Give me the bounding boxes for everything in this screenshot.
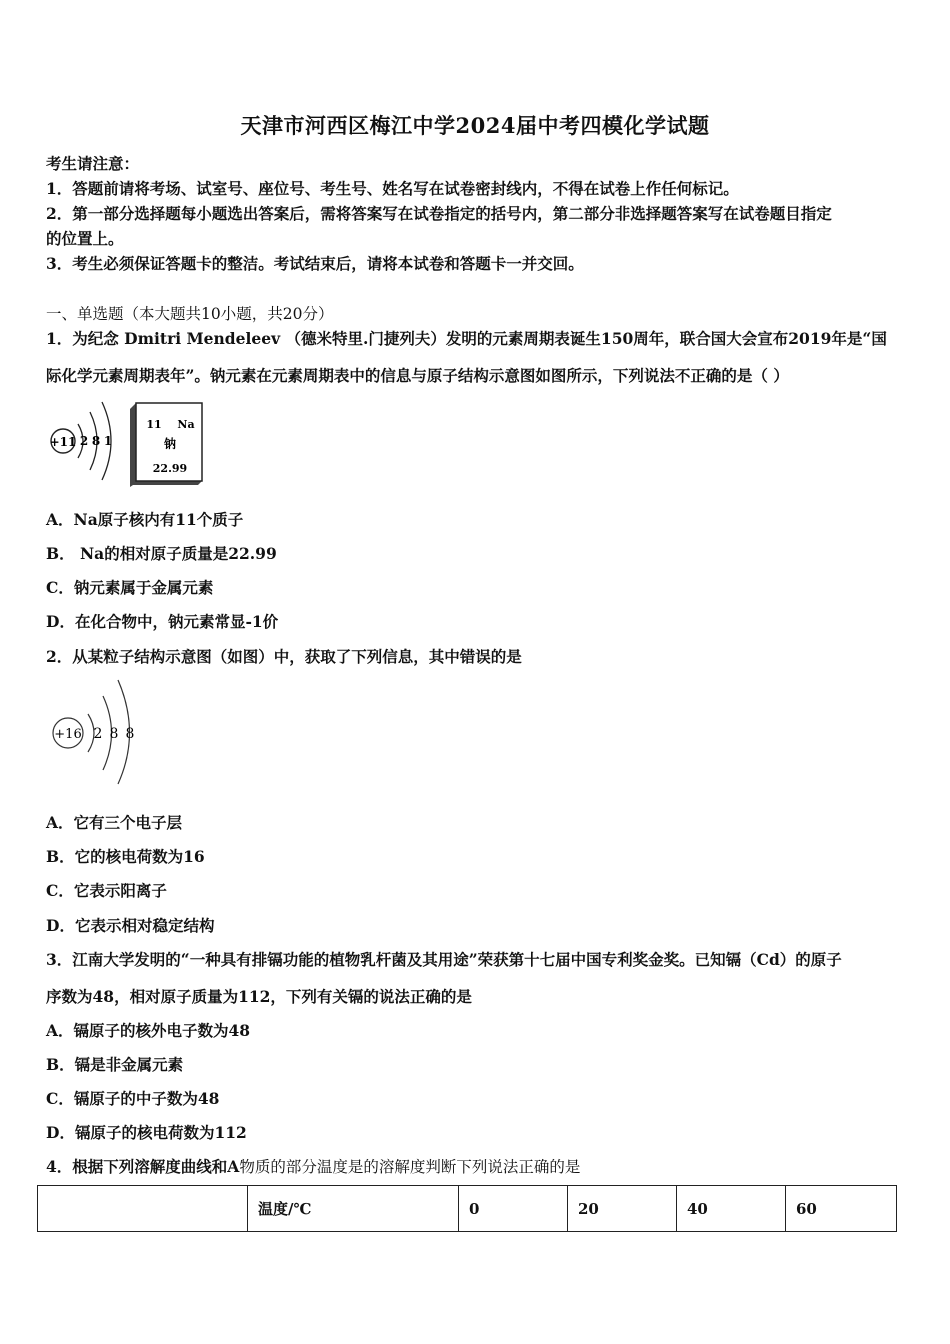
q1-option-b: B． Na的相对原子质量是22.99 bbox=[46, 544, 277, 563]
q3-stem-line1: 3．江南大学发明的“一种具有排镉功能的植物乳杆菌及其用途”荣获第十七届中国专利奖金奖。已知镉（Cd）的原子 bbox=[46, 950, 842, 969]
q2-option-c: C．它表示阳离子 bbox=[46, 881, 167, 900]
q2-option-d: D．它表示相对稳定结构 bbox=[46, 916, 215, 935]
q1-option-d: D．在化合物中，钠元素常显-1价 bbox=[46, 612, 279, 631]
q3-option-d: D．镉原子的核电荷数为112 bbox=[46, 1123, 247, 1142]
table-row bbox=[38, 1186, 897, 1232]
q3-option-b: B．镉是非金属元素 bbox=[46, 1055, 184, 1074]
table-cell: 0 bbox=[459, 1186, 568, 1232]
q1-atomic-number: 11 bbox=[146, 418, 162, 431]
q1-shell-1: 2 bbox=[79, 434, 89, 448]
sulfur-particle-diagram bbox=[48, 676, 143, 786]
table-cell: 20 bbox=[568, 1186, 677, 1232]
q1-shell-2: 8 bbox=[91, 434, 101, 448]
q3-option-c: C．镉原子的中子数为48 bbox=[46, 1089, 220, 1108]
q1-shell-3: 1 bbox=[103, 434, 113, 448]
q1-option-a: A．Na原子核内有11个质子 bbox=[46, 510, 244, 529]
q2-stem: 2．从某粒子结构示意图（如图）中，获取了下列信息，其中错误的是 bbox=[46, 647, 522, 666]
q1-stem-line2: 际化学元素周期表年”。钠元素在元素周期表中的信息与原子结构示意图如图所示，下列说法不正确的是（ ） bbox=[46, 366, 789, 385]
q2-option-a: A．它有三个电子层 bbox=[46, 813, 183, 832]
table-cell: 温度/℃ bbox=[248, 1186, 459, 1232]
q1-element-symbol: Na bbox=[177, 418, 195, 431]
table-cell bbox=[38, 1186, 248, 1232]
q4-stem-bold: 4．根据下列溶解度曲线和A bbox=[46, 1157, 240, 1176]
q1-atomic-mass: 22.99 bbox=[152, 462, 188, 475]
notice-item-2-cont: 的位置上。 bbox=[46, 229, 124, 248]
q3-option-a: A．镉原子的核外电子数为48 bbox=[46, 1021, 251, 1040]
notice-heading: 考生请注意： bbox=[46, 154, 140, 173]
notice-item-2: 2．第一部分选择题每小题选出答案后，需将答案写在试卷指定的括号内，第二部分非选择题答案写在试卷题目指定 bbox=[46, 204, 832, 223]
q3-stem-line2: 序数为48，相对原子质量为112，下列有关镉的说法正确的是 bbox=[46, 987, 472, 1006]
table-cell: 40 bbox=[677, 1186, 786, 1232]
solubility-table bbox=[37, 1185, 897, 1232]
table-cell: 60 bbox=[786, 1186, 897, 1232]
q2-shell-1: 2 bbox=[93, 726, 103, 742]
section-heading: 一、单选题（本大题共10小题，共20分） bbox=[46, 305, 334, 323]
q4-stem bbox=[46, 1155, 580, 1177]
q1-nucleus: +11 bbox=[49, 435, 77, 449]
q1-option-c: C．钠元素属于金属元素 bbox=[46, 578, 214, 597]
q1-stem-line1: 1．为纪念 Dmitri Mendeleev （德米特里.门捷列夫）发明的元素周期表诞生150周年，联合国大会宣布2019年是“国 bbox=[46, 329, 887, 348]
q2-option-b: B．它的核电荷数为16 bbox=[46, 847, 205, 866]
sodium-atom-diagram bbox=[46, 398, 121, 483]
page-title: 天津市河西区梅江中学2024届中考四模化学试题 bbox=[240, 113, 710, 138]
sodium-element-card bbox=[128, 401, 204, 487]
q2-shell-2: 8 bbox=[109, 726, 119, 742]
q2-shell-3: 8 bbox=[125, 726, 135, 742]
q1-element-name: 钠 bbox=[163, 437, 177, 451]
q2-nucleus: +16 bbox=[54, 727, 82, 742]
notice-item-1: 1．答题前请将考场、试室号、座位号、考生号、姓名写在试卷密封线内，不得在试卷上作任何标记。 bbox=[46, 179, 739, 198]
q4-stem-normal: 物质的部分温度是的溶解度判断下列说法正确的是 bbox=[239, 1158, 581, 1176]
notice-item-3: 3．考生必须保证答题卡的整洁。考试结束后，请将本试卷和答题卡一并交回。 bbox=[46, 254, 584, 273]
